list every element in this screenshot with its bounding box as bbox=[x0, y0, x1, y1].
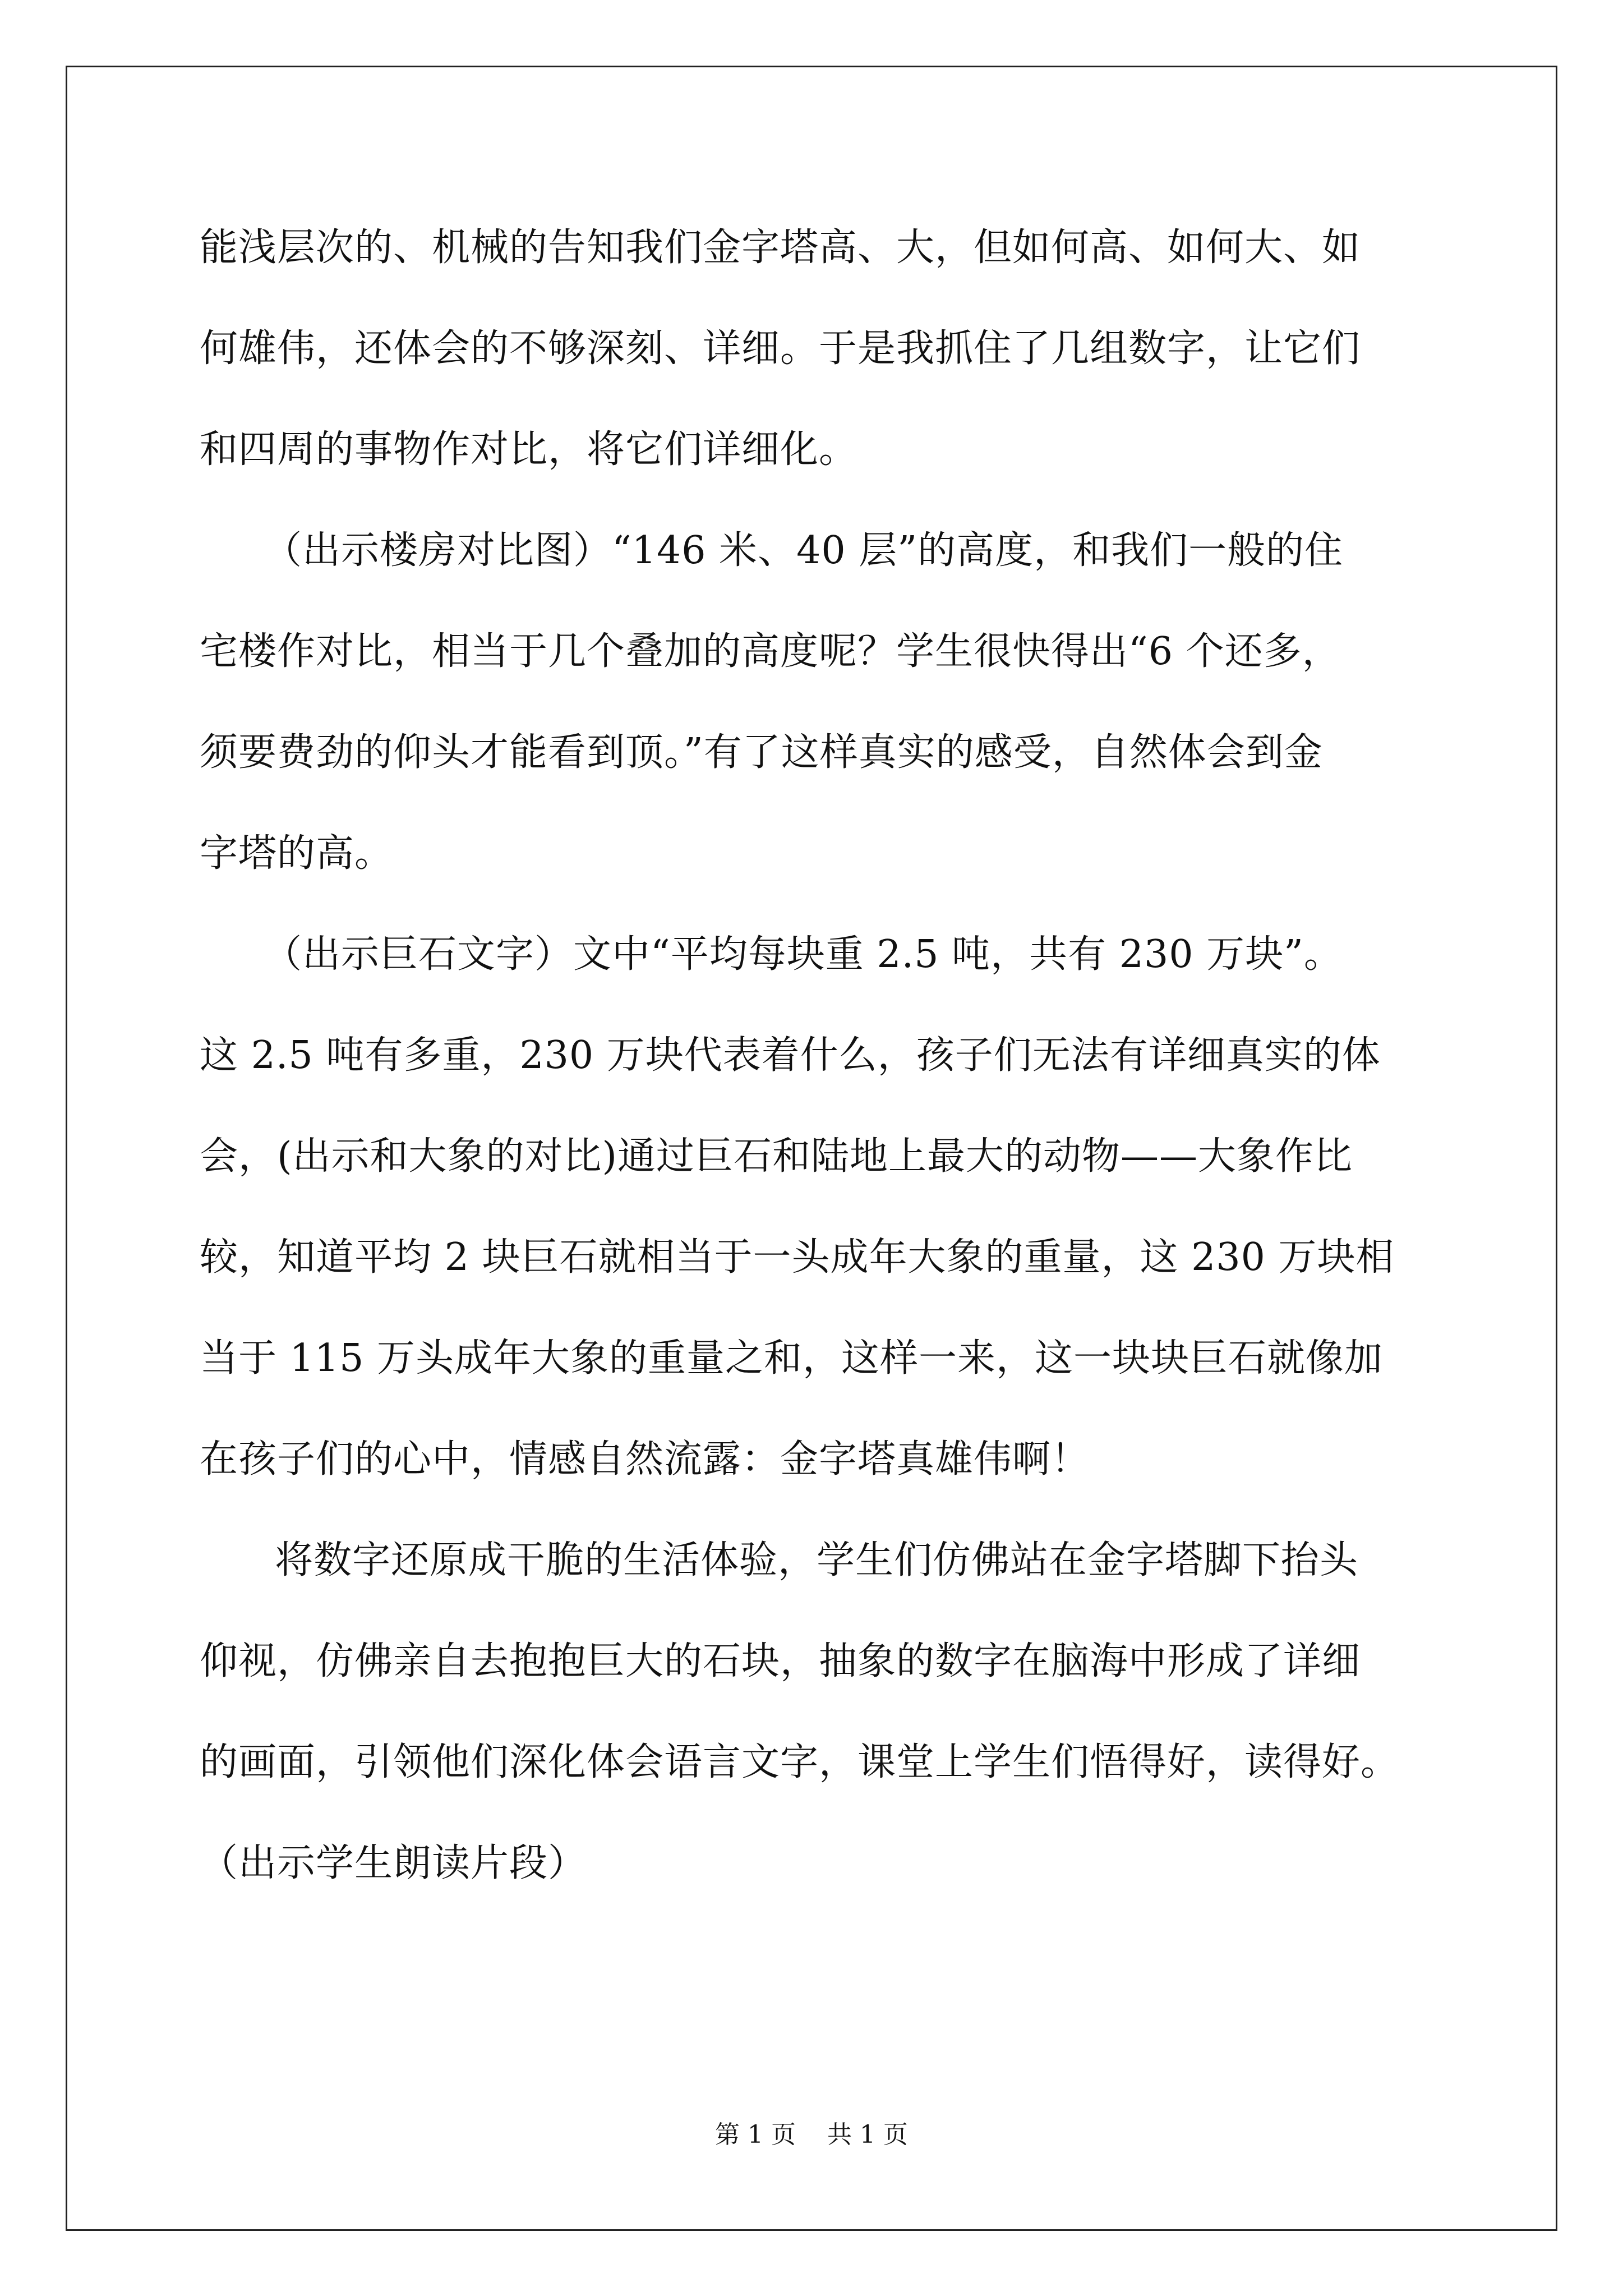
page-number-footer: 第 1 页 共 1 页 bbox=[715, 2120, 908, 2149]
body-text-line-1: 能浅层次的、机械的告知我们金字塔高、大，但如何高、如何大、如 bbox=[200, 226, 1361, 270]
body-text-line-4: （出示楼房对比图）“146 米、40 层”的高度，和我们一般的住 bbox=[264, 528, 1344, 573]
body-text-line-10: 会，(出示和大象的对比)通过巨石和陆地上最大的动物——大象作比 bbox=[200, 1134, 1353, 1179]
body-text-line-16: 的画面，引领他们深化体会语言文字，课堂上学生们悟得好，读得好。 bbox=[200, 1740, 1400, 1784]
body-text-line-7: 字塔的高。 bbox=[200, 831, 394, 876]
body-text-line-8: （出示巨石文字）文中“平均每块重 2.5 吨，共有 230 万块”。 bbox=[264, 932, 1343, 977]
body-text-line-15: 仰视，仿佛亲自去抱抱巨大的石块，抽象的数字在脑海中形成了详细 bbox=[200, 1639, 1361, 1683]
body-text-line-13: 在孩子们的心中，情感自然流露：金字塔真雄伟啊！ bbox=[200, 1437, 1090, 1481]
body-text-line-14: 将数字还原成干脆的生活体验，学生们仿佛站在金字塔脚下抬头 bbox=[275, 1538, 1359, 1582]
body-text-line-11: 较，知道平均 2 块巨石就相当于一头成年大象的重量，这 230 万块相 bbox=[200, 1235, 1395, 1280]
body-text-line-17: （出示学生朗读片段） bbox=[200, 1841, 587, 1885]
body-text-line-2: 何雄伟，还体会的不够深刻、详细。于是我抓住了几组数字，让它们 bbox=[200, 326, 1361, 371]
body-text-line-12: 当于 115 万头成年大象的重量之和，这样一来，这一块块巨石就像加 bbox=[200, 1336, 1384, 1381]
body-text-line-6: 须要费劲的仰头才能看到顶。”有了这样真实的感受，自然体会到金 bbox=[200, 730, 1323, 775]
body-text-line-5: 宅楼作对比，相当于几个叠加的高度呢？学生很快得出“6 个还多， bbox=[200, 629, 1341, 674]
body-text-line-9: 这 2.5 吨有多重，230 万块代表着什么，孩子们无法有详细真实的体 bbox=[200, 1033, 1381, 1078]
body-text-line-3: 和四周的事物作对比，将它们详细化。 bbox=[200, 427, 858, 472]
